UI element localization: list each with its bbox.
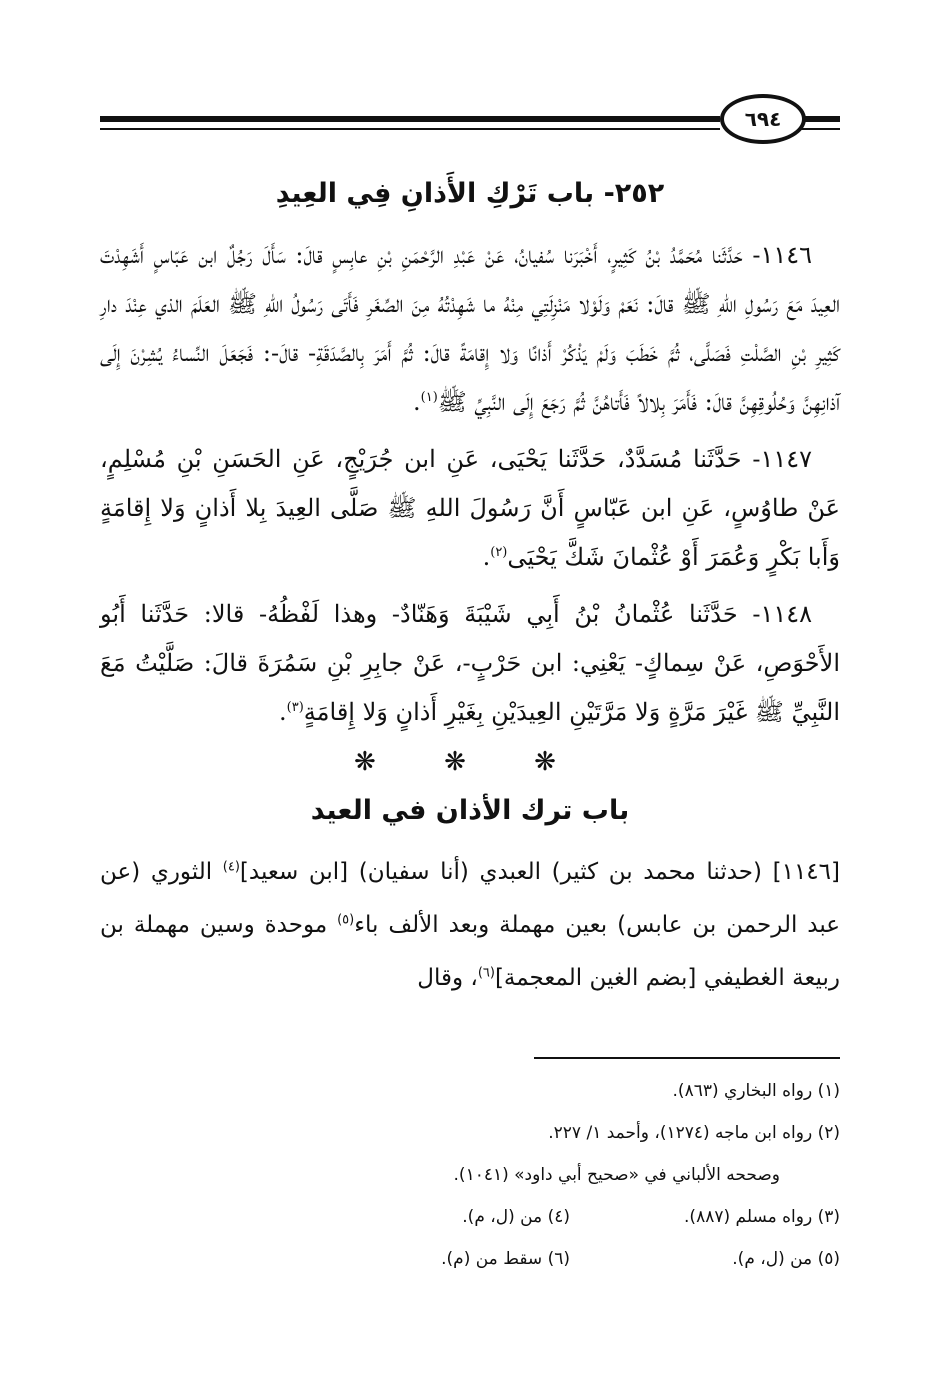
footnote-ref: (٤) xyxy=(222,859,240,875)
commentary-part: ، وقال xyxy=(417,965,478,991)
footnote-1: (١) رواه البخاري (٨٦٣). xyxy=(672,1081,840,1101)
header-rule-thick xyxy=(100,116,720,122)
page-header xyxy=(100,96,840,148)
header-rule-thin xyxy=(100,128,720,130)
footnote-2: (٢) رواه ابن ماجه (١٢٧٤)، وأحمد ١/ ٢٢٧. xyxy=(548,1123,840,1143)
header-rule-right-thick xyxy=(800,116,840,122)
footnote-row xyxy=(300,1112,840,1154)
page-body xyxy=(100,170,840,1005)
footnote-2-continued: وصححه الألباني في «صحيح أبي داود» (١٠٤١). xyxy=(453,1165,780,1185)
footnote-5: (٥) من (ل، م). xyxy=(732,1249,840,1269)
hadith-text: ١١٤٦- حَدَّثَنا مُحَمَّدُ بْنُ كَثِيرٍ، أَخْبَرَنا سُفيانُ، عَنْ عَبْدِ الرَّحْمَنِ بْنِ عابِسٍ قالَ: سَأَلَ رَجُلٌ ابن عَبّاسٍ أَشَهِدْتَ العِيدَ مَعَ رَسُولِ اللهِ ﷺ قالَ: نَعَمْ وَلَوْلا مَنْزِلَتِي مِنْهُ ما شَهِدْتُهُ مِنَ الصِّغَرِ فَأَتَى رَسُولُ اللهِ ﷺ العَلَمَ الذي عِنْدَ دارِ كَثِيرِ بْنِ الصَّلْتِ فَصَلَّى، ثُمَّ خَطَبَ وَلَمْ يَذْكُرْ أَذانًا وَلا إِقامَةً قالَ: ثُمَّ أَمَرَ بِالصَّدَقَةِ- قالَ-: فَجَعَلَ النِّساءُ يُشِرْنَ إِلَى آذانِهِنَّ وَحُلُوقِهِنَّ قالَ: فَأَمَرَ بِلالاً فَأَتاهُنَّ ثُمَّ رَجَعَ إِلَى النَّبِيِّ ﷺ xyxy=(100,241,840,416)
footnote-row xyxy=(300,1070,840,1112)
footnotes xyxy=(300,1070,840,1280)
hadith-text: ١١٤٨- حَدَّثَنا عُثْمانُ بْنُ أَبِي شَيْبَةَ وَهَنّادٌ- وهذا لَفْظُهُ- قالا: حَدَّثَنا أَبُو الأَحْوَصِ، عَنْ سِماكٍ- يَعْنِي: ابن حَرْبٍ-، عَنْ جابِرِ بْنِ سَمُرَةَ قالَ: صَلَّيْتُ مَعَ النَّبِيِّ ﷺ غَيْرَ مَرَّةٍ وَلا مَرَّتَيْنِ العِيدَيْنِ بِغَيْرِ أَذانٍ وَلا إِقامَةٍ xyxy=(100,600,840,726)
footnote-ref: (٥) xyxy=(337,912,355,928)
chapter-title: ٢٥٢- باب تَرْكِ الأَذانِ فِي العِيدِ xyxy=(275,178,665,209)
hadith-tail: . xyxy=(279,698,287,726)
footnote-4: (٤) من (ل، م). xyxy=(462,1207,570,1227)
footnote-ref: (٣) xyxy=(286,700,304,715)
commentary-part: [١١٤٦] (حدثنا محمد بن كثير) العبدي (أنا سفيان) [ابن سعيد] xyxy=(239,859,840,885)
commentary-part: الثوري (عن عبد الرحمن بن عابس) بعين مهملة وبعد الألف باء xyxy=(100,859,840,938)
footnote-row xyxy=(300,1196,840,1238)
footnote-3: (٣) رواه مسلم (٨٨٧). xyxy=(684,1207,840,1227)
hadith-1148 xyxy=(100,590,840,737)
commentary-section-title: باب ترك الأذان في العيد xyxy=(310,795,630,826)
page-number: ٦٩٤ xyxy=(720,94,806,144)
header-rule-right-thin xyxy=(800,128,840,130)
footnote-ref: (١) xyxy=(420,390,438,405)
separator-stars: ❋ ❋ ❋ xyxy=(354,747,586,777)
commentary-part: موحدة وسين مهملة بن ربيعة الغطيفي [بضم الغين المعجمة] xyxy=(100,912,840,991)
footnote-separator xyxy=(534,1057,840,1059)
commentary-text xyxy=(100,846,840,1005)
hadith-1147 xyxy=(100,435,840,582)
hadith-tail: . xyxy=(482,543,491,571)
hadith-1146 xyxy=(100,231,840,427)
footnote-ref: (٦) xyxy=(477,965,495,981)
footnote-row xyxy=(300,1154,840,1196)
hadith-text: ١١٤٧- حَدَّثَنا مُسَدَّدٌ، حَدَّثَنا يَحْيَى، عَنِ ابن جُرَيْجٍ، عَنِ الحَسَنِ بْنِ مُسْلِمٍ، عَنْ طاوُسٍ، عَنِ ابن عَبّاسٍ أَنَّ رَسُولَ اللهِ ﷺ صَلَّى العِيدَ بِلا أَذانٍ وَلا إِقامَةٍ وَأَبا بَكْرٍ وَعُمَرَ أَوْ عُثْمانَ شَكَّ يَحْيَى xyxy=(100,445,840,571)
footnote-ref: (٢) xyxy=(490,545,508,560)
hadith-tail: . xyxy=(412,388,421,416)
footnote-6: (٦) سقط من (م). xyxy=(441,1249,570,1269)
footnote-row xyxy=(300,1238,840,1280)
